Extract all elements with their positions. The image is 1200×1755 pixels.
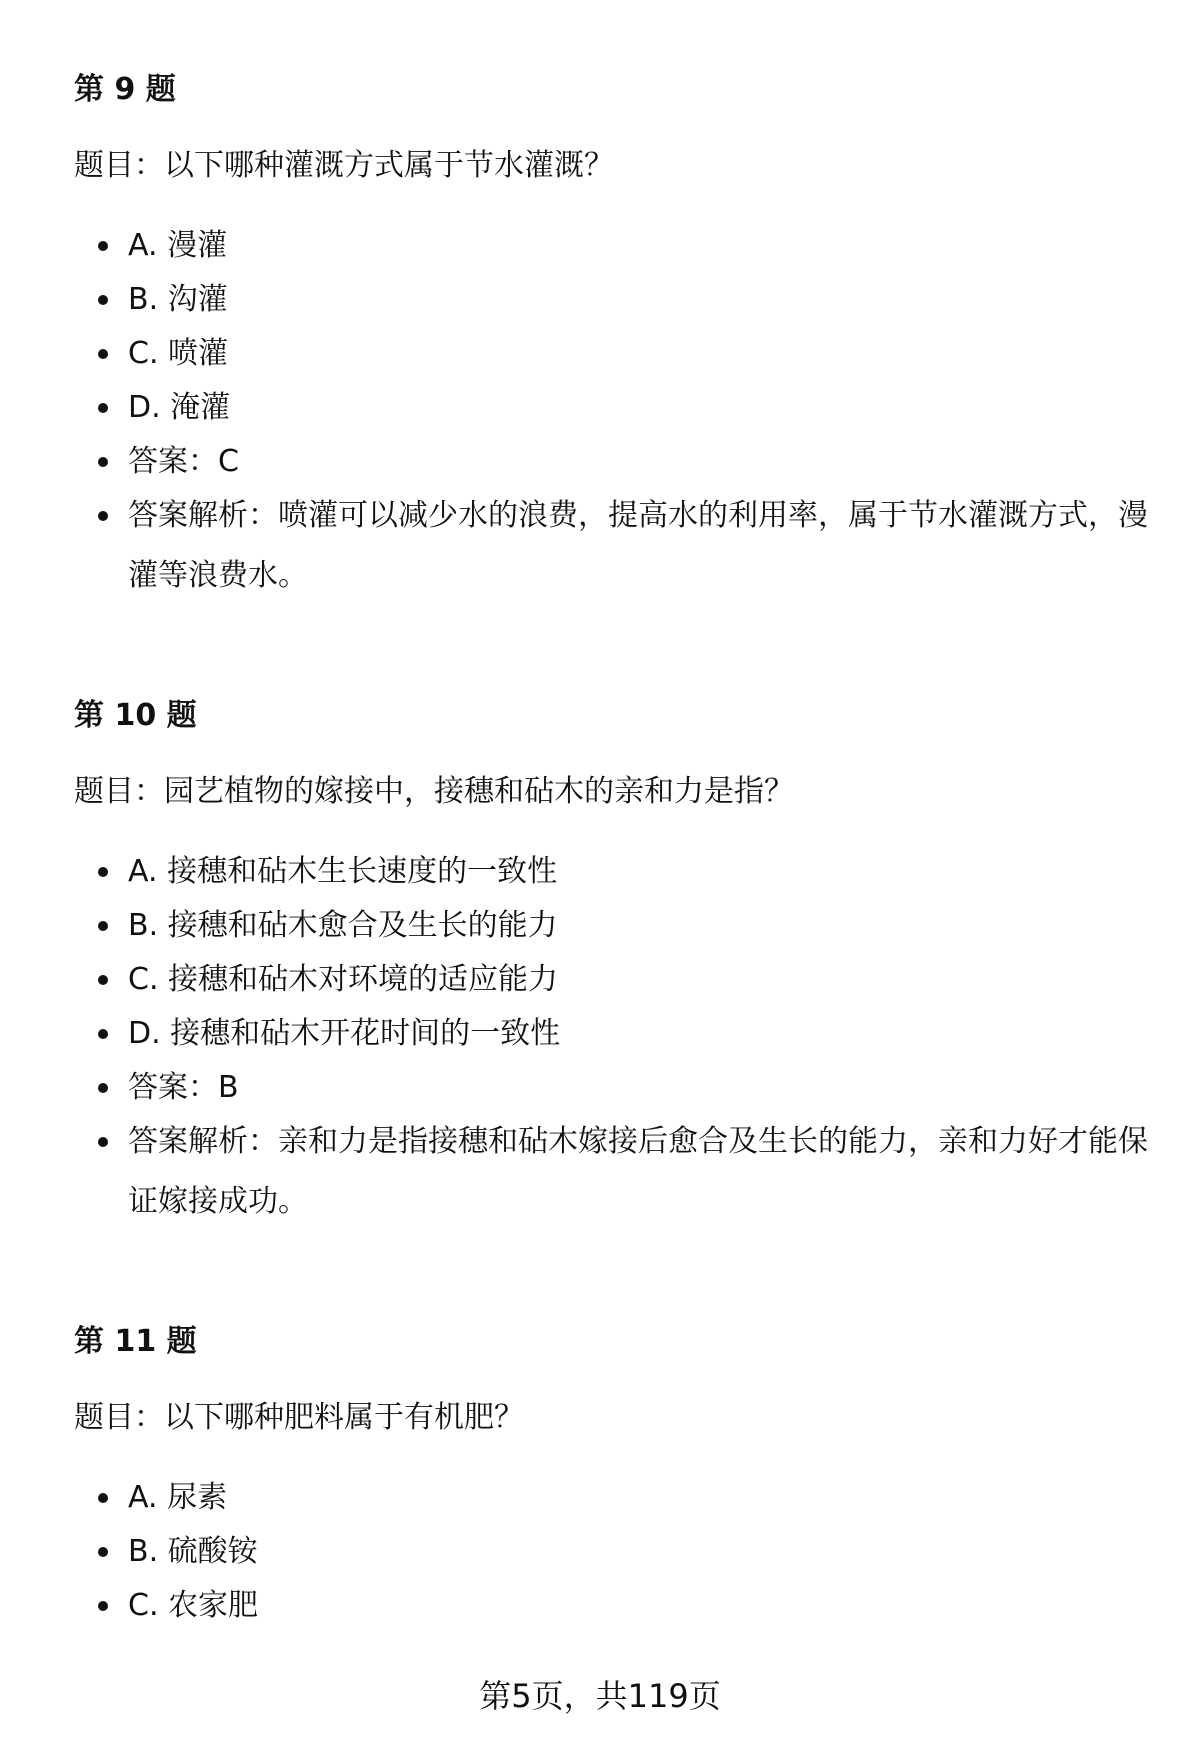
question-text: 题目：以下哪种灌溉方式属于节水灌溉？ (74, 148, 614, 183)
question-heading: 第 10 题 (74, 698, 197, 733)
question-text: 题目：以下哪种肥料属于有机肥？ (74, 1400, 524, 1435)
question-text: 题目：园艺植物的嫁接中，接穗和砧木的亲和力是指？ (74, 774, 794, 809)
option-item: A. 尿素 (128, 1468, 1148, 1528)
option-item: A. 漫灌 (128, 216, 1148, 276)
option-item: A. 接穗和砧木生长速度的一致性 (128, 842, 1148, 902)
question-heading: 第 11 题 (74, 1324, 197, 1359)
page-number-footer: 第5页，共119页 (479, 1677, 721, 1715)
analysis-item: 答案解析：喷灌可以减少水的浪费，提高水的利用率，属于节水灌溉方式，漫灌等浪费水。 (128, 486, 1148, 606)
option-item: D. 接穗和砧木开花时间的一致性 (128, 1004, 1148, 1064)
answer-item: 答案：B (128, 1058, 1148, 1118)
option-item: B. 沟灌 (128, 270, 1148, 330)
analysis-item: 答案解析：亲和力是指接穗和砧木嫁接后愈合及生长的能力，亲和力好才能保证嫁接成功。 (128, 1112, 1148, 1232)
option-item: C. 接穗和砧木对环境的适应能力 (128, 950, 1148, 1010)
answer-item: 答案：C (128, 432, 1148, 492)
option-item: B. 接穗和砧木愈合及生长的能力 (128, 896, 1148, 956)
option-item: C. 喷灌 (128, 324, 1148, 384)
option-item: D. 淹灌 (128, 378, 1148, 438)
option-item: B. 硫酸铵 (128, 1522, 1148, 1582)
question-heading: 第 9 题 (74, 72, 176, 107)
option-item: C. 农家肥 (128, 1576, 1148, 1636)
